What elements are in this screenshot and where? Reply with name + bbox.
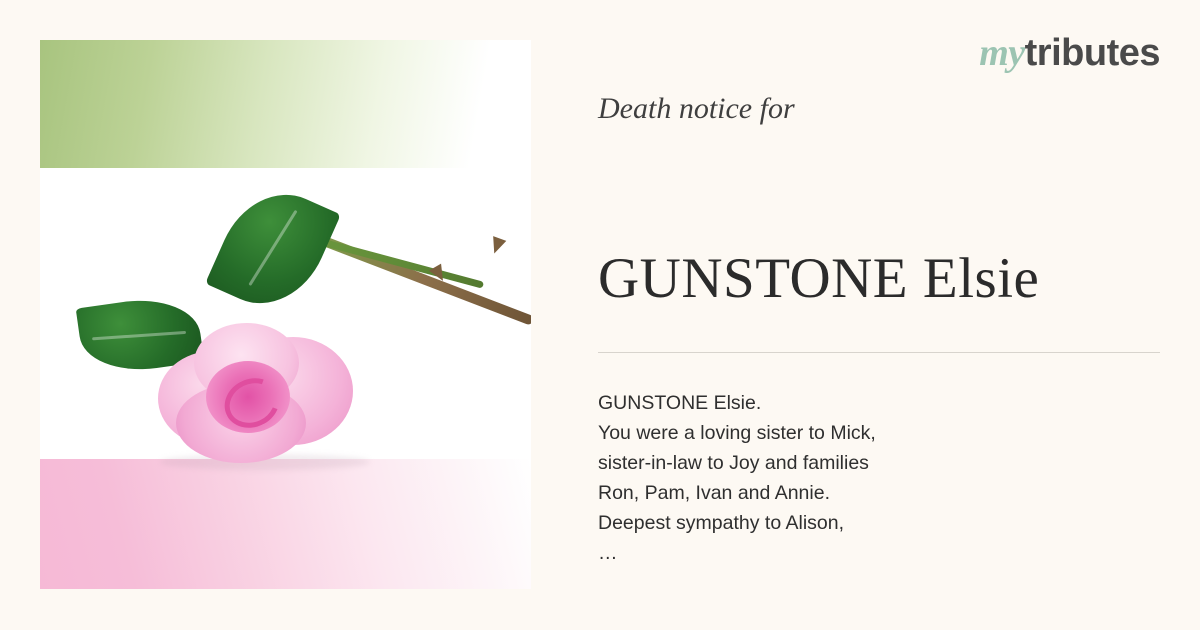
notice-line: GUNSTONE Elsie. [598, 392, 762, 414]
divider [598, 352, 1160, 353]
notice-line: Ron, Pam, Ivan and Annie. [598, 482, 830, 504]
rose-image [40, 40, 531, 589]
notice-body [598, 388, 1160, 568]
image-top-band [40, 40, 531, 168]
rose-thorn-icon [488, 236, 507, 256]
page-eyebrow: Death notice for [598, 92, 795, 125]
rose-leaf-icon [205, 176, 341, 323]
logo-text-tributes: tributes [1024, 32, 1160, 74]
notice-line: sister-in-law to Joy and families [598, 452, 869, 474]
leaf-vein [248, 210, 297, 286]
notice-line: Deepest sympathy to Alison, [598, 512, 845, 534]
mytributes-logo[interactable] [979, 34, 1160, 72]
image-bottom-band [40, 459, 531, 589]
rose-illustration [40, 168, 531, 468]
page-title: GUNSTONE Elsie [598, 247, 1040, 311]
notice-line-truncation: … [598, 542, 618, 564]
notice-line: You were a loving sister to Mick, [598, 422, 876, 444]
logo-text-my: my [979, 32, 1025, 74]
notice-content [598, 0, 1160, 630]
rose-bloom-icon [158, 323, 363, 473]
